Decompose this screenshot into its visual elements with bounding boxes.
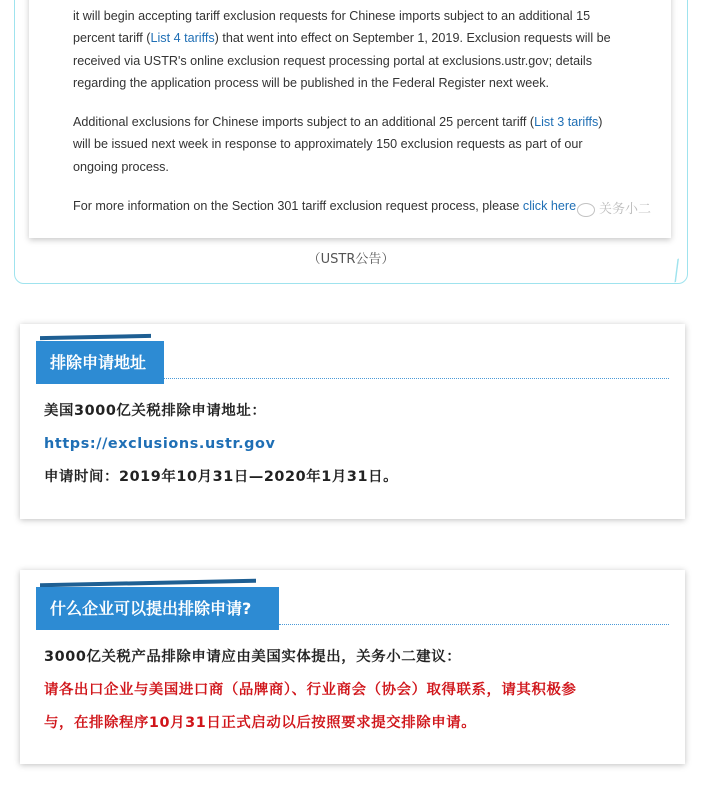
suggestion-red-line2: 与，在排除程序10月31日正式启动以后按照要求提交排除申请。 <box>44 715 477 731</box>
watermark <box>577 199 651 221</box>
quote-paragraph-1 <box>73 5 627 94</box>
quote-screenshot-card <box>29 0 671 238</box>
suggestion-intro: 3000亿关税产品排除申请应由美国实体提出，关务小二建议： <box>44 649 462 665</box>
exclusions-url-link[interactable]: https://exclusions.ustr.gov <box>44 436 276 452</box>
heading-stripe <box>40 334 151 340</box>
list3-tariffs-link[interactable]: List 3 tariffs <box>534 115 599 130</box>
quote-p1-line1: it will begin accepting tariff exclusion requests for Chinese imports subject to an additional 15 <box>73 9 591 23</box>
quote-paragraph-2 <box>73 111 627 178</box>
quote-paragraph-3 <box>73 195 627 217</box>
click-here-link[interactable]: click here <box>522 199 577 214</box>
suggestion-red-line1: 请各出口企业与美国进口商（品牌商）、行业商会（协会）取得联系，请其积极参 <box>44 682 577 698</box>
exclusion-address-card <box>20 324 685 519</box>
heading-dotted-rule <box>164 378 669 379</box>
heading-stripe <box>40 579 256 588</box>
quote-p2-line2: will be issued next week in response to approximately 150 exclusion requests as part of our <box>73 137 583 152</box>
section1-content <box>44 395 665 494</box>
quote-p1-line3: received via USTR's online exclusion request processing portal at exclusions.ustr.gov; details <box>73 53 593 68</box>
quote-p2-line1-pre: Additional exclusions for Chinese imports subject to an additional 25 percent tariff ( <box>73 115 535 130</box>
watermark-text: 关务小二 <box>598 201 651 217</box>
heading-text: 什么企业可以提出排除申请? <box>50 599 252 618</box>
heading-text: 排除申请地址 <box>50 353 147 372</box>
quote-p2-line3: ongoing process. <box>73 159 169 174</box>
list4-tariffs-link[interactable]: List 4 tariffs <box>150 31 215 46</box>
quote-p1-line2-pre: percent tariff ( <box>73 31 151 46</box>
section2-content <box>44 641 665 740</box>
quote-p1-line4: regarding the application process will be published in the Federal Register next week. <box>73 75 550 90</box>
quote-p3-text: For more information on the Section 301 tariff exclusion request process, please <box>73 199 523 214</box>
quote-p1-line2-post: ) that went into effect on September 1, 2019. Exclusion requests will be <box>214 31 611 46</box>
heading-dotted-rule <box>279 624 669 625</box>
quote-p2-line1-post: ) <box>598 115 603 130</box>
quote-frame-corner: ╱ <box>668 259 686 283</box>
wechat-icon <box>577 203 595 217</box>
eligible-enterprises-card <box>20 570 685 764</box>
address-label: 美国3000亿关税排除申请地址： <box>44 403 267 419</box>
heading-box <box>36 587 279 630</box>
image-caption: （USTR公告） <box>307 252 395 267</box>
application-period: 申请时间：2019年10月31日—2020年1月31日。 <box>44 469 399 485</box>
heading-box <box>36 341 164 384</box>
